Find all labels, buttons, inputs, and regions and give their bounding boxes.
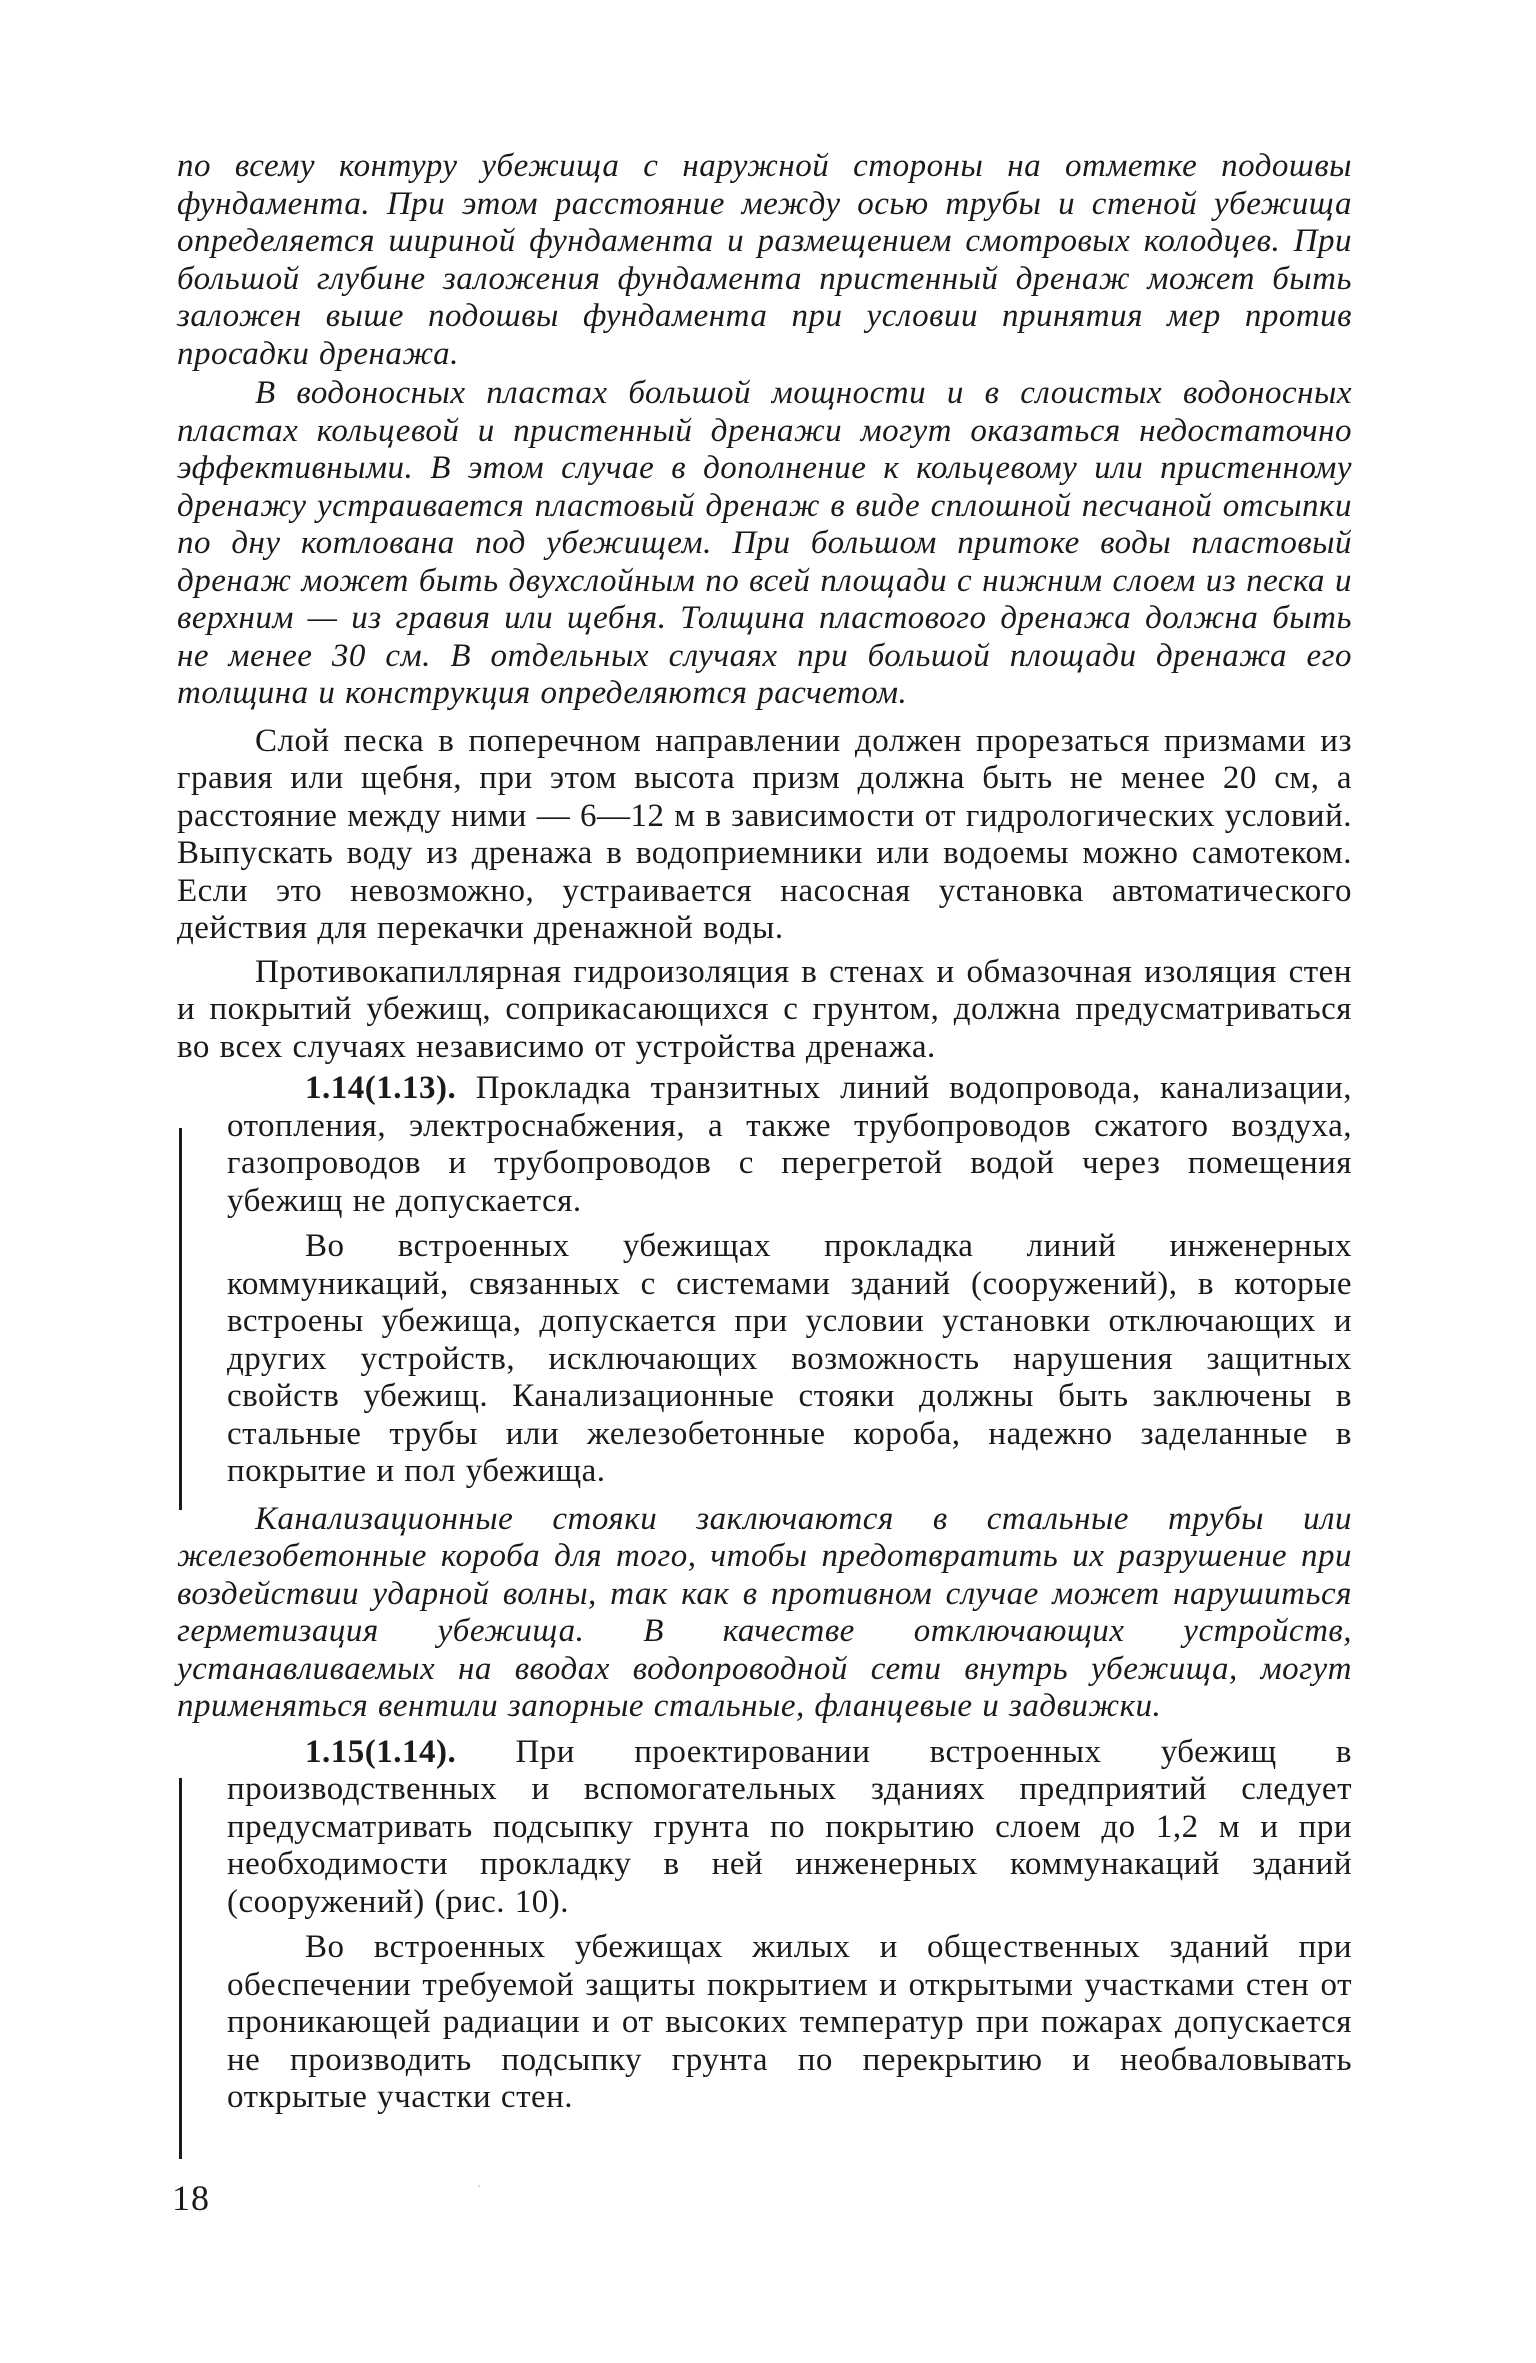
section-number-1-15: 1.15(1.14). — [305, 1733, 457, 1770]
paragraph-built-in-shelters: Во встроенных убежищах прокладка линий инженерных коммуникаций, связанных с системами зданий (сооружений), в которые встроены убежища, допускается при условии установки отключающих и других устройств, исключающих возможность нарушения защитных свойств убежищ. Канализационные стояки должны быть заключены в стальные трубы или железобетонные короба, надежно заделанные в покрытие и пол убежища. — [227, 1228, 1352, 1489]
paragraph-1-15 — [227, 1734, 1352, 1922]
paragraph-waterproofing: Противокапиллярная гидроизоляция в стенах и обмазочная изоляция стен и покрытий убежищ, соприкасающихся с грунтом, должна предусматриваться во всех случаях независимо от устройства дренажа. — [177, 953, 1352, 1065]
paragraph-drainage-contour: по всему контуру убежища с наружной стороны на отметке подошвы фундамента. При этом расстояние между осью трубы и стеной убежища определяется шириной фундамента и размещением смотровых колодцев. При большой глубине заложения фундамента пристенный дренаж может быть заложен выше подошвы фундамента при условии принятия мер против просадки дренажа. — [177, 148, 1352, 372]
section-number-1-14: 1.14(1.13). — [305, 1070, 457, 1106]
section-1-15 — [177, 1734, 1352, 2117]
section-text-1-15: При проектировании встроенных убежищ в производственных и вспомогательных зданиях предприятий следует предусматривать подсыпку грунта по покрытию слоем до 1,2 м и при необходимости прокладку в ней инженерных коммунакаций зданий (сооружений) (рис. 10). — [227, 1733, 1352, 1920]
paragraph-aquifer-drainage: В водоносных пластах большой мощности и в слоистых водоносных пластах кольцевой и пристенный дренажи могут оказаться недостаточно эффективными. В этом случае в дополнение к кольцевому или пристенному дренажу устраивается пластовый дренаж в виде сплошной песчаной отсыпки по дну котлована под убежищем. При большом притоке воды пластовый дренаж может быть двухслойным по всей площади с нижним слоем из песка и верхним — из гравия или щебня. Толщина пластового дренажа должна быть не менее 30 см. В отдельных случаях при большой площади дренажа его толщина и конструкция определяются расчетом. — [177, 375, 1352, 711]
body-text — [177, 148, 1352, 2117]
section-text-1-14: Прокладка транзитных линий водопровода, канализации, отопления, электроснабжения, а также трубопроводов сжатого воздуха, газопроводов и трубопроводов с перегретой водой через помещения убежищ не допускается. — [227, 1070, 1352, 1219]
section-1-14 — [177, 1070, 1352, 1491]
paragraph-residential-shelters: Во встроенных убежищах жилых и общественных зданий при обеспечении требуемой защиты покрытием и открытыми участками стен от проникающей радиации и от высоких температур при пожарах допускается не производить подсыпку грунта по перекрытию и необваловывать открытые участки стен. — [227, 1929, 1352, 2115]
paragraph-sand-layer: Слой песка в поперечном направлении должен прорезаться призмами из гравия или щебня, при этом высота призм должна быть не менее 20 см, а расстояние между ними — 6—12 м в зависимости от гидрологических условий. Выпускать воду из дренажа в водоприемники или водоемы можно самотеком. Если это невозможно, устраивается насосная установка автоматического действия для перекачки дренажной воды. — [177, 722, 1352, 946]
paragraph-sewer-risers: Канализационные стояки заключаются в стальные трубы или железобетонные короба для того, чтобы предотвратить их разрушение при воздействии ударной волны, так как в противном случае может нарушиться герметизация убежища. В качестве отключающих устройств, устанавливаемых на вводах водопроводной сети внутрь убежища, могут применяться вентили запорные стальные, фланцевые и задвижки. — [177, 1500, 1352, 1724]
scan-speck — [478, 2185, 480, 2187]
page-number: 18 — [172, 2178, 210, 2218]
paragraph-1-14 — [227, 1070, 1352, 1220]
